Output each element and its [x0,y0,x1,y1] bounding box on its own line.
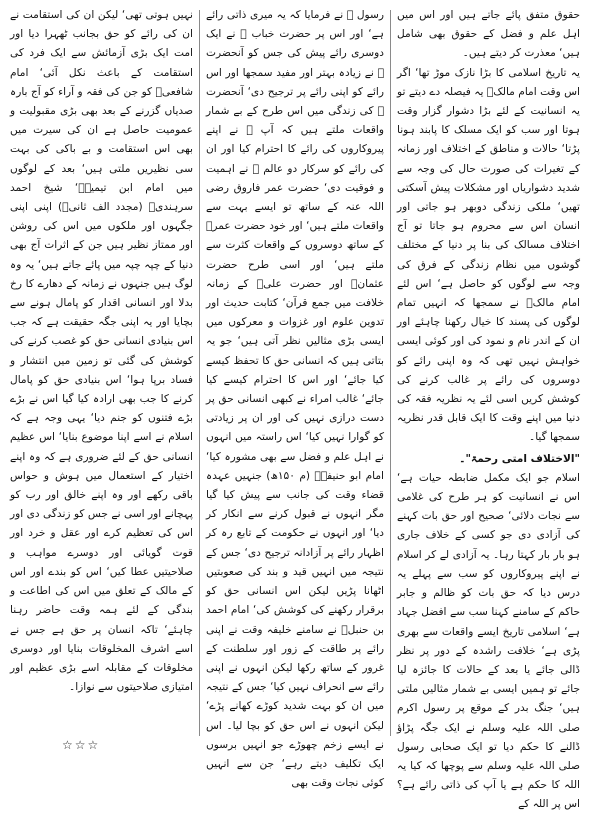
column-left [10,6,199,736]
end-stars-ornament: ☆☆☆ [62,738,101,752]
column-right [391,6,580,811]
paragraph-right-2: یہ تاریخ اسلامی کا بڑا نازک موڑ تھا‘ اگر اس وقت امام مالکؒ یہ فیصلہ دے دیتے تو یہ انسانیت کے لئے بڑا دشوار گزار وقت ہوتا اور سب کو ایک مسلک کا پابند ہونا پڑتا‘ حالات و مناطق کے اختلاف اور زمانہ کے تغیرات کی صورت حال کی وجہ سے شدید دشواریاں اور مشکلات پیش آسکتی تھیں‘ ملکی زندگی دوبھر ہو جاتی اور انسان اس سے محروم ہو جاتا تو آج اختلاف مسالک کی بنا پر دنیا کے مختلف گوشوں میں نظام زندگی کے فرق کی وجہ سے لوگوں کو حاصل ہے‘ اس لئے امام مالکؒ نے سمجھا کہ انہیں تمام لوگوں کی پسند کا خیال رکھنا چاہئے اور ان کے اندر نام و نمود کی اور کوئی ایسی خواہش نہیں تھی کہ وہ اپنی رائے کو دوسروں کی رائے پر غالب کرنے کی کوشش کریں اسی لئے یہ نظریہ فقہ کی دنیا میں اپنے وقت کا ایک قابل قدر نظریہ سمجھا گیا۔ [397,66,580,444]
paragraph-middle-1: رسول ﷺ نے فرمایا کہ یہ میری ذاتی رائے ہے‘ اور اس پر حضرت خباب ؓ نے ایک دوسری رائے پیش کی جس کو آنحضرت ﷺ نے زیادہ بہتر اور مفید سمجھا اور اس رائے کو اپنی رائے پر ترجیح دی‘ آنحضرت ﷺ کی زندگی میں اس طرح کے بے شمار واقعات ملتے ہیں کہ آپ ﷺ نے اپنے پیروکاروں کی رائے کا احترام کیا اور ان کی رائے کو سرکار دو عالم ﷺ نے اہمیت و فوقیت دی‘ حضرت عمر فاروق رضی اللہ عنہ کے ساتھ تو ایسے بہت سے واقعات ملتے ہیں‘ اور خود حضرت عمرؓ کے ساتھ دوسروں کے واقعات کثرت سے ملتے ہیں‘ اور اسی طرح حضرت عثمانؓ اور حضرت علیؓ کے زمانہ خلافت میں جمع قرآن‘ کتابت حدیث اور تدوین علوم اور غزوات و معرکوں میں ایسی بڑی مثالیں نظر آتی ہیں‘ جو یہ بتاتی ہیں کہ انسانی حق کا تحفظ کیسے کیا جائے‘ اور اس کا احترام کیسے کیا جائے‘ غالب امراء نے کبھی انسانی حق پر دست درازی نہیں کی اور ان پر زیادتی کو گوارا نہیں کیا‘ اس راستہ میں انہوں نے اہل علم و فضل سے بھی مشورہ کیا‘ امام ابو حنیفہؒ (م ۱۵۰ھ) جنہیں عہدہ قضاء وقت کی جانب سے پیش کیا گیا مگر انہوں نے قبول کرنے سے انکار کر دیا‘ اور انہوں نے حکومت کے تابع رہ کر اظہار رائے پر آزادانہ ترجیح دی‘ جس کے نتیجہ میں انہیں قید و بند کی صعوبتیں اٹھانا پڑیں لیکن اس انسانی حق کو برقرار رکھنے کی کوشش کی‘ امام احمد بن حنبلؒ نے سامنے خلیفہ وقت نے اپنی رائے پر طاقت کے زور اور سلطنت کے غرور کے ساتھ رکھا لیکن انہوں نے اپنی رائے سے انحراف نہیں کیا‘ جس کے نتیجہ میں ان کو بہت شدید کوڑے کھانے پڑے‘ لیکن انہوں نے اس حق کو بچا لیا۔ اس نے ایسے زخم چھوڑے جو انہیں برسوں ایک تکلیف دیتے رہے‘ جن سے انہیں کوئی نجات وقت بھی [206,9,384,790]
quoted-heading: "الاختلاف امتی رحمۃ"۔ [459,452,580,465]
text-columns [8,6,580,811]
paragraph-right-3: اسلام جو ایک مکمل ضابطہ حیات ہے‘ اس نے انسانیت کو ہر طرح کی غلامی سے نجات دلائی‘ صحیح اور حق بات کہنے کی آزادی دی جو کسی کے خلاف جاری ہو بار بار کہتا رہا۔ یہ آزادی لے کر اسلام نے اپنے پیروکاروں کو سب سے پہلے یہ درس دیا کہ حق بات کو ظالم و جابر حاکم کے سامنے کہنا سب سے افضل جہاد ہے‘ اسلامی تاریخ ایسے واقعات سے بھری پڑی ہے‘ خلافت راشدہ کے دور پر نظر ڈالی جائے یا بعد کے حالات کا جائزہ لیا جائے تو ہمیں ایسی بے شمار مثالیں ملتی ہیں‘ جنگ بدر کے موقع پر رسول اکرم صلی اللہ علیہ وسلم نے ایک جگہ پڑاؤ ڈالنے کا حکم دیا تو ایک صحابی رسول صلی اللہ علیہ وسلم سے پوچھا کہ کیا یہ اللہ کا حکم ہے یا آپ کی ذاتی رائے ہے؟ اس پر اللہ کے [397,471,580,811]
column-middle [200,6,390,790]
paragraph-right-1: حقوق متفق پائے جاتے ہیں اور اس میں اہل علم و فضل کے حقوق بھی شامل ہیں‘ معذرت کر دیتے ہیں۔ [397,9,580,60]
paragraph-left-1: نہیں ہوتی تھی‘ لیکن ان کی استقامت نے ان کی رائے کو حق بجانب ٹھہرا دیا اور امت ایک بڑی آزمائش سے ایک فرد کی استقامت کے باعث نکل آئی‘ امام شافعیؒ کو جن کی فقہ و آراء کو آج بارہ صدیاں گزرنے کے بعد بھی بڑی مقبولیت و عمومیت حاصل ہے ان کی سیرت میں بھی اس استقامت و بے باکی کی بہت سی نظیریں ملتی ہیں‘ بعد کے لوگوں میں امام ابن تیمیہؒ‘ شیخ احمد سرہندیؒ (مجدد الف ثانیؒ) اپنی اپنی جگہوں اور ملکوں میں اس کی روشن اور ممتاز نظیر ہیں جن کے اثرات آج بھی دنیا کے چپہ چپہ میں پائے جاتے ہیں‘ یہ وہ لوگ ہیں جنہوں نے زمانہ کے دھارے کا رخ بدلا اور انسانی اقدار کو پامال ہونے سے بچایا اور یہ اپنی جگہ حقیقت ہے کہ جب اس بنیادی انسانی حق کو غصب کرنے کی کوشش کی گئی تو زمین میں انتشار و فساد برپا ہوا‘ اس بنیادی حق کو پامال کرنے کا جب بھی ارادہ کیا گیا اس نے بڑے بڑے فتنوں کو جنم دیا‘ یہی وجہ ہے کہ اسلام نے اسے اپنا موضوع بنایا‘ اس عظیم انسانی حق کے لئے ضروری ہے کہ وہ اپنے اختیار کے استعمال میں ہوش و حواس باقی رکھے اور وہ اپنے خالق اور رب کو پہچانے اور اسی نے جس کو زندگی دی اور اس کی تعظیم کرے اور عقل و خرد اور قوت گویائی اور دوسرے مواہب و صلاحیتیں عطا کیں‘ اس کو بندے اور اس کے مالک کے تعلق میں اس کی اطاعت و بندگی کے لئے ہمہ وقت حاضر رہنا چاہئے‘ تاکہ انسان پر حق ہے جس نے اسے اشرف المخلوقات بنایا اور دوسری مخلوقات کے مقابلہ اسے بڑی عظیم اور امتیازی صلاحیتوں سے نوازا۔ [10,9,193,694]
